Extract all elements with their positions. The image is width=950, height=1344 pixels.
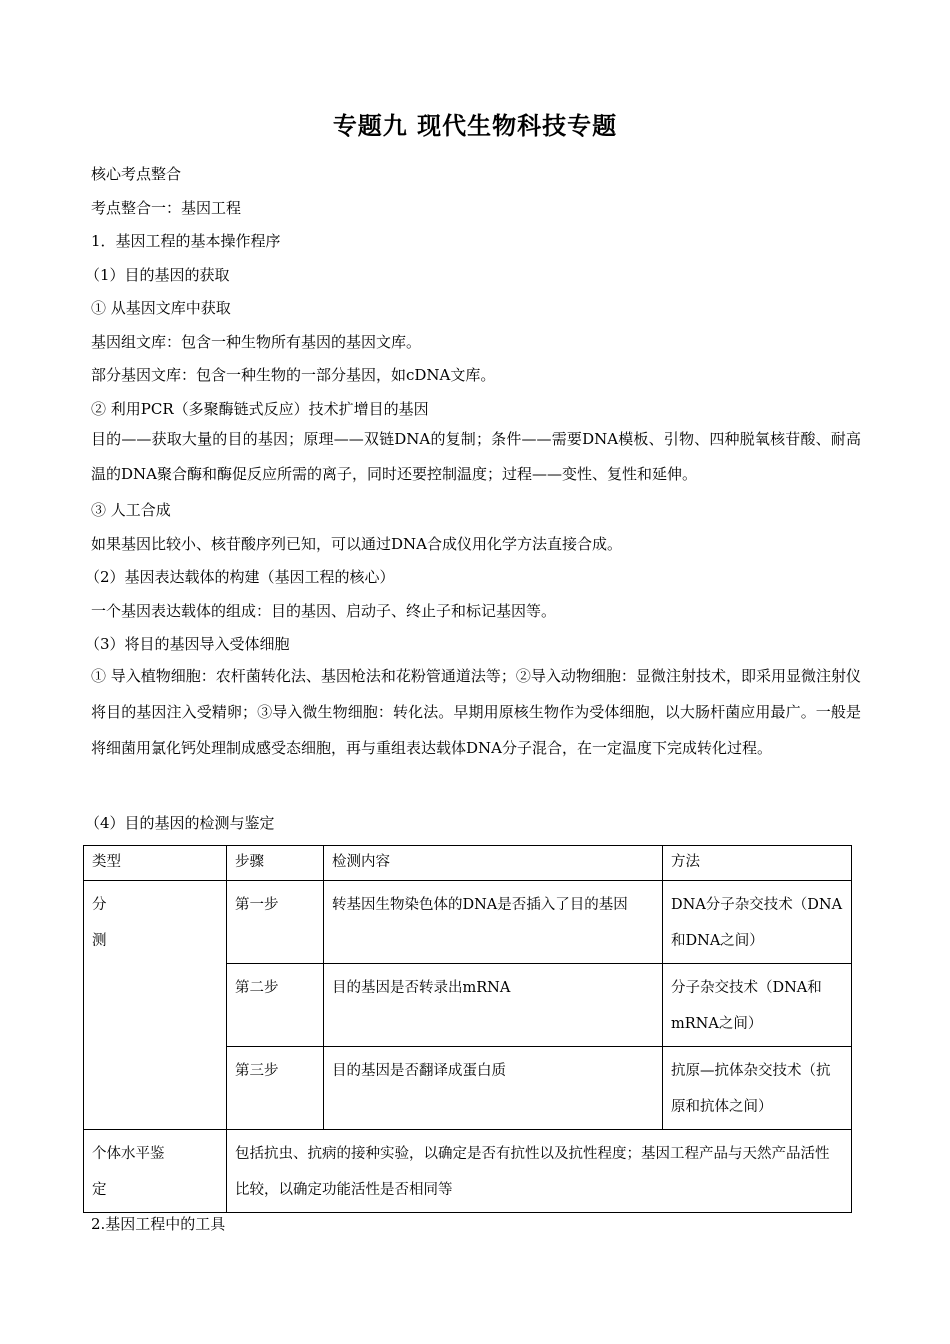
table-row [84,1130,852,1213]
detection-table [83,845,852,1213]
table-header-cell: 检测内容 [324,846,663,881]
table-header-cell: 类型 [84,846,227,881]
method-cell: DNA分子杂交技术（DNA和DNA之间） [663,881,852,964]
content-cell: 目的基因是否翻译成蛋白质 [324,1047,663,1130]
numbered-heading: 1．基因工程的基本操作程序 [91,232,281,250]
step-cell: 第二步 [227,964,324,1047]
subsection-heading: 考点整合一：基因工程 [91,199,242,217]
table-header-row [84,846,852,881]
group-label-line: 测 [92,933,107,949]
individual-content-cell: 包括抗虫、抗病的接种实验，以确定是否有抗性以及抗性程度；基因工程产品与天然产品活性比较，以确定功能活性是否相同等 [227,1130,852,1213]
table-header-cell: 步骤 [227,846,324,881]
table-header-cell: 方法 [663,846,852,881]
step-cell: 第一步 [227,881,324,964]
list-item: ① 从基因文库中获取 [91,299,231,317]
paragraph: 如果基因比较小、核苷酸序列已知，可以通过DNA合成仪用化学方法直接合成。 [91,535,622,553]
list-item: ② 利用PCR（多聚酶链式反应）技术扩增目的基因 [91,400,429,418]
content-cell: 目的基因是否转录出mRNA [324,964,663,1047]
paragraph: 部分基因文库：包含一种生物的一部分基因，如cDNA文库。 [91,366,496,384]
section-heading: 核心考点整合 [91,165,182,183]
method-cell: 抗原—抗体杂交技术（抗原和抗体之间） [663,1047,852,1130]
sub-heading: （3）将目的基因导入受体细胞 [85,635,290,653]
page-title: 专题九 现代生物科技专题 [332,112,618,140]
numbered-heading: 2.基因工程中的工具 [91,1215,226,1233]
list-item: ③ 人工合成 [91,501,171,519]
table-row [84,881,852,964]
group-label-cell [84,881,227,1130]
paragraph: 一个基因表达载体的组成：目的基因、启动子、终止子和标记基因等。 [91,602,557,620]
sub-heading: （2）基因表达载体的构建（基因工程的核心） [85,568,395,586]
paragraph: ① 导入植物细胞：农杆菌转化法、基因枪法和花粉管通道法等；②导入动物细胞：显微注射技术，即采用显微注射仪将目的基因注入受精卵；③导入微生物细胞：转化法。早期用原核生物作为受体细胞，以大肠杆菌应用最广。一般是将细菌用氯化钙处理制成感受态细胞，再与重组表达载体DNA分子混合，在一定温度下完成转化过程。 [91,667,861,757]
group-label-line: 分 [92,897,107,913]
individual-label-cell: 个体水平鉴定 [84,1130,227,1213]
step-cell: 第三步 [227,1047,324,1130]
paragraph: 基因组文库：包含一种生物所有基因的基因文库。 [91,333,422,351]
sub-heading: （4）目的基因的检测与鉴定 [85,814,275,832]
method-cell: 分子杂交技术（DNA和mRNA之间） [663,964,852,1047]
paragraph: 目的——获取大量的目的基因；原理——双链DNA的复制；条件——需要DNA模板、引物、四种脱氧核苷酸、耐高温的DNA聚合酶和酶促反应所需的离子，同时还要控制温度；过程——变性、复性和延伸。 [91,430,861,483]
content-cell: 转基因生物染色体的DNA是否插入了目的基因 [324,881,663,964]
sub-heading: （1）目的基因的获取 [85,266,230,284]
